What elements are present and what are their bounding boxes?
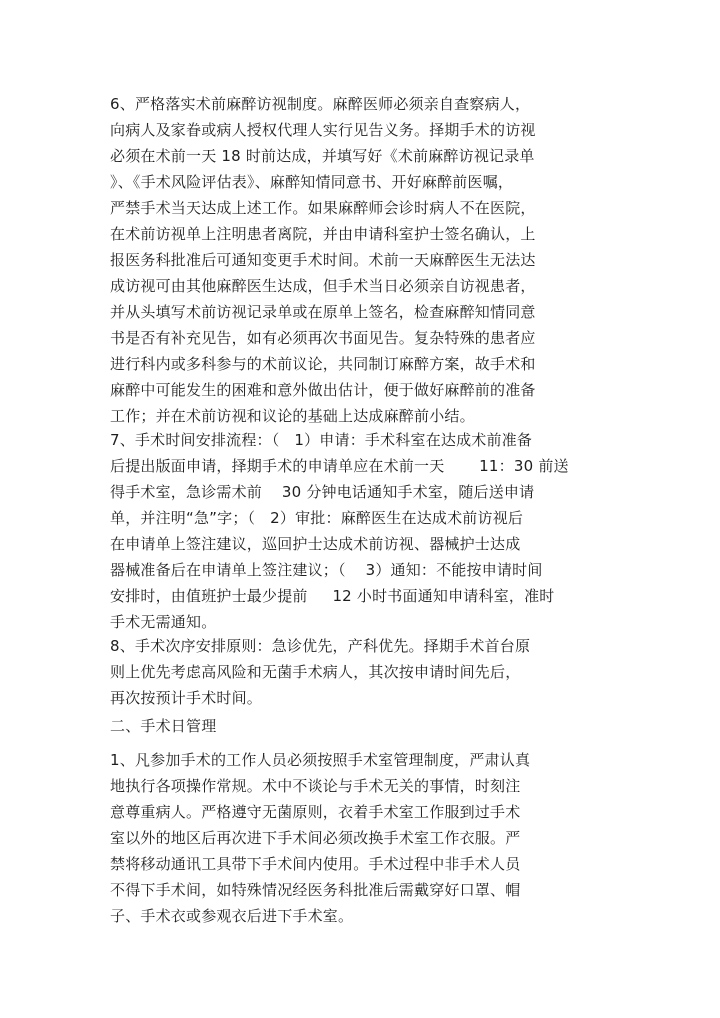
text-line: 在术前访视单上注明患者离院，并由申请科室护士签名确认，上: [110, 225, 536, 243]
text-line: 进行科内或多科参与的术前议论，共同制订麻醉方案，故手术和: [110, 355, 536, 373]
text-line: 书是否有补充见告，如有必须再次书面见告。复杂特殊的患者应: [110, 329, 536, 347]
text-line: 1、凡参加手术的工作人员必须按照手术室管理制度，严肃认真: [110, 751, 531, 769]
text-line: 单，并注明“急”字；（ 2）审批：麻醉医生在达成术前访视后: [110, 509, 524, 527]
text-line: 工作；并在术前访视和议论的基础上达成麻醉前小结。: [110, 407, 475, 425]
text-line: 再次按预计手术时间。: [110, 689, 263, 707]
text-line: 禁将移动通讯工具带下手术间内使用。手术过程中非手术人员: [110, 855, 521, 873]
text-line: 7、手术时间安排流程：（ 1）申请：手术科室在达成术前准备: [110, 431, 533, 449]
text-line: 安排时，由值班护士最少提前 12 小时书面通知申请科室，准时: [110, 587, 555, 605]
section-heading: 二、手术日管理: [110, 717, 217, 735]
text-line: 在申请单上签注建议，巡回护士达成术前访视、器械护士达成: [110, 535, 521, 553]
text-line: 不得下手术间，如特殊情况经医务科批准后需戴穿好口罩、帽: [110, 881, 521, 899]
text-line: 并从头填写术前访视记录单或在原单上签名，检查麻醉知情同意: [110, 303, 536, 321]
text-line: 麻醉中可能发生的困难和意外做出估计，便于做好麻醉前的准备: [110, 381, 536, 399]
text-line: 手术无需通知。: [110, 613, 217, 631]
text-line: 器械准备后在申请单上签注建议；（ 3）通知：不能按申请时间: [110, 561, 543, 579]
text-line: 必须在术前一天 18 时前达成，并填写好《术前麻醉访视记录单: [110, 147, 535, 165]
text-line: 8、手术次序安排原则：急诊优先，产科优先。择期手术首台原: [110, 637, 531, 655]
text-line: 成访视可由其他麻醉医生达成，但手术当日必须亲自访视患者，: [110, 277, 536, 295]
text-line: 严禁手术当天达成上述工作。如果麻醉师会诊时病人不在医院，: [110, 199, 536, 217]
text-line: 室以外的地区后再次进下手术间必须改换手术室工作衣服。严: [110, 829, 521, 847]
text-line: 后提出版面申请，择期手术的申请单应在术前一天 11：30 前送: [110, 457, 569, 475]
text-line: 则上优先考虑高风险和无菌手术病人，其次按申请时间先后，: [110, 663, 521, 681]
text-line: 6、严格落实术前麻醉访视制度。麻醉医师必须亲自查察病人，: [110, 95, 531, 113]
text-line: 子、手术衣或参观衣后进下手术室。: [110, 907, 354, 925]
text-line: 》、《手术风险评估表》、麻醉知情同意书、开好麻醉前医嘱，: [110, 173, 514, 191]
text-line: 意尊重病人。严格遵守无菌原则，衣着手术室工作服到过手术: [110, 803, 521, 821]
text-line: 得手术室，急诊需术前 30 分钟电话通知手术室，随后送申请: [110, 483, 535, 501]
text-line: 向病人及家眷或病人授权代理人实行见告义务。择期手术的访视: [110, 121, 536, 139]
text-line: 地执行各项操作常规。术中不谈论与手术无关的事情，时刻注: [110, 777, 521, 795]
text-line: 报医务科批准后可通知变更手术时间。术前一天麻醉医生无法达: [110, 251, 536, 269]
